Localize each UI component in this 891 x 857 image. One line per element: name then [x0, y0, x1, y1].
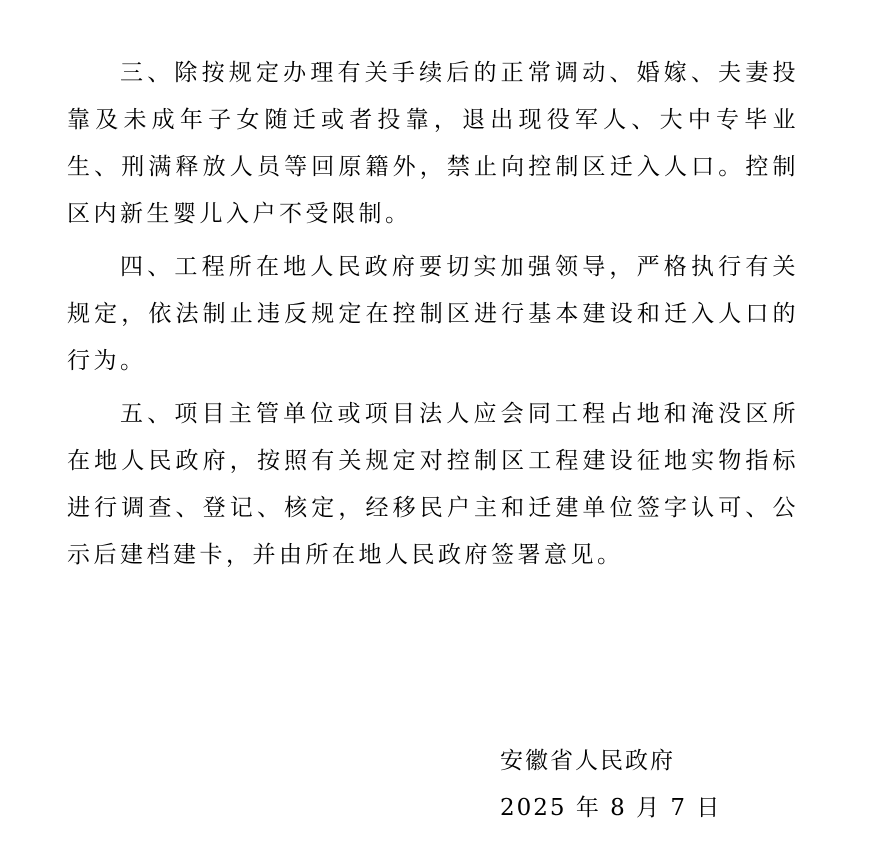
paragraph-item-3: 三、除按规定办理有关手续后的正常调动、婚嫁、夫妻投靠及未成年子女随迁或者投靠，退出现役军人、大中专毕业生、刑满释放人员等回原籍外，禁止向控制区迁入人口。控制区内新生婴儿入户不受限制。	[67, 60, 799, 227]
signature-block	[500, 738, 800, 832]
issuer-name: 安徽省人民政府	[500, 748, 675, 774]
issue-date: 2025 年 8 月 7 日	[500, 795, 722, 821]
paragraph-item-5: 五、项目主管单位或项目法人应会同工程占地和淹没区所在地人民政府，按照有关规定对控制区工程建设征地实物指标进行调查、登记、核定，经移民户主和迁建单位签字认可、公示后建档建卡，并由所在地人民政府签署意见。	[67, 401, 799, 568]
document-body	[67, 50, 799, 585]
paragraph-item-4: 四、工程所在地人民政府要切实加强领导，严格执行有关规定，依法制止违反规定在控制区进行基本建设和迁入人口的行为。	[67, 254, 799, 374]
